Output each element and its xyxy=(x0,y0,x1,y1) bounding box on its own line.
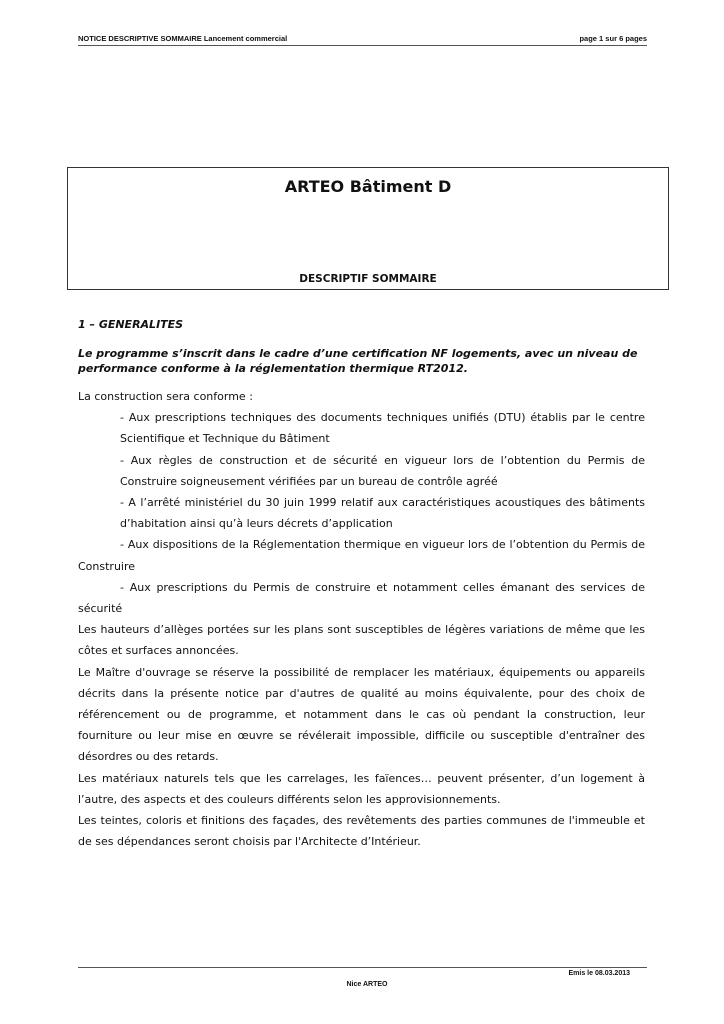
paragraph: Les matériaux naturels tels que les carrelages, les faïences… peuvent présenter, d’un logement à l’autre, des aspects et des couleurs différents selon les approvisionnements. xyxy=(78,771,645,806)
section-intro: Le programme s’inscrit dans le cadre d’une certification NF logements, avec un niveau de performance conforme à la réglementation thermique RT2012. xyxy=(78,347,638,375)
paragraph: Le Maître d'ouvrage se réserve la possibilité de remplacer les matériaux, équipements ou appareils décrits dans la présente notice par d'autres de qualité au moins équivalente, pour des choix de référencement ou de programme, et notamment dans le cas où pendant la construction, leur fourniture ou leur mise en œuvre se révélerait impossible, difficile ou susceptible d'entraîner des désordres ou des retards. xyxy=(78,665,645,764)
page-header xyxy=(78,34,647,44)
lead-paragraph: La construction sera conforme : xyxy=(78,390,253,403)
list-item: - Aux règles de construction et de sécurité en vigueur lors de l’obtention du Permis de Construire soigneusement vérifiées par un bureau de contrôle agréé xyxy=(120,453,645,488)
list-item: - Aux prescriptions techniques des documents techniques unifiés (DTU) établis par le centre Scientifique et Technique du Bâtiment xyxy=(120,411,645,446)
section-heading: 1 – GENERALITES xyxy=(78,318,184,331)
list-item: - Aux prescriptions du Permis de construire et notamment celles émanant des services de sécurité xyxy=(78,580,645,616)
header-page-number: page 1 sur 6 pages xyxy=(579,34,647,43)
list-item: - Aux dispositions de la Réglementation thermique en vigueur lors de l’obtention du Permis de Construire xyxy=(78,538,645,573)
list-item: - A l’arrêté ministériel du 30 juin 1999 relatif aux caractéristiques acoustiques des bâtiments d’habitation ainsi qu’à leurs décrets d’application xyxy=(120,496,645,531)
paragraph: Les teintes, coloris et finitions des façades, des revêtements des parties communes de l'immeuble et de ses dépendances seront choisis par l'Architecte d’Intérieur. xyxy=(78,814,645,849)
paragraph: Les hauteurs d’allèges portées sur les plans sont susceptibles de légères variations de même que les côtes et surfaces annoncées. xyxy=(78,623,645,658)
section-body xyxy=(78,386,645,852)
header-divider xyxy=(78,45,647,46)
document-subtitle: DESCRIPTIF SOMMAIRE xyxy=(299,273,437,285)
header-doc-title: NOTICE DESCRIPTIVE SOMMAIRE Lancement commercial xyxy=(78,34,288,43)
footer-project-name: Nice ARTEO xyxy=(346,981,388,988)
footer-issue-date: Emis le 08.03.2013 xyxy=(568,970,630,977)
footer-divider xyxy=(78,967,647,968)
title-box xyxy=(67,167,669,290)
document-title: ARTEO Bâtiment D xyxy=(284,177,452,196)
